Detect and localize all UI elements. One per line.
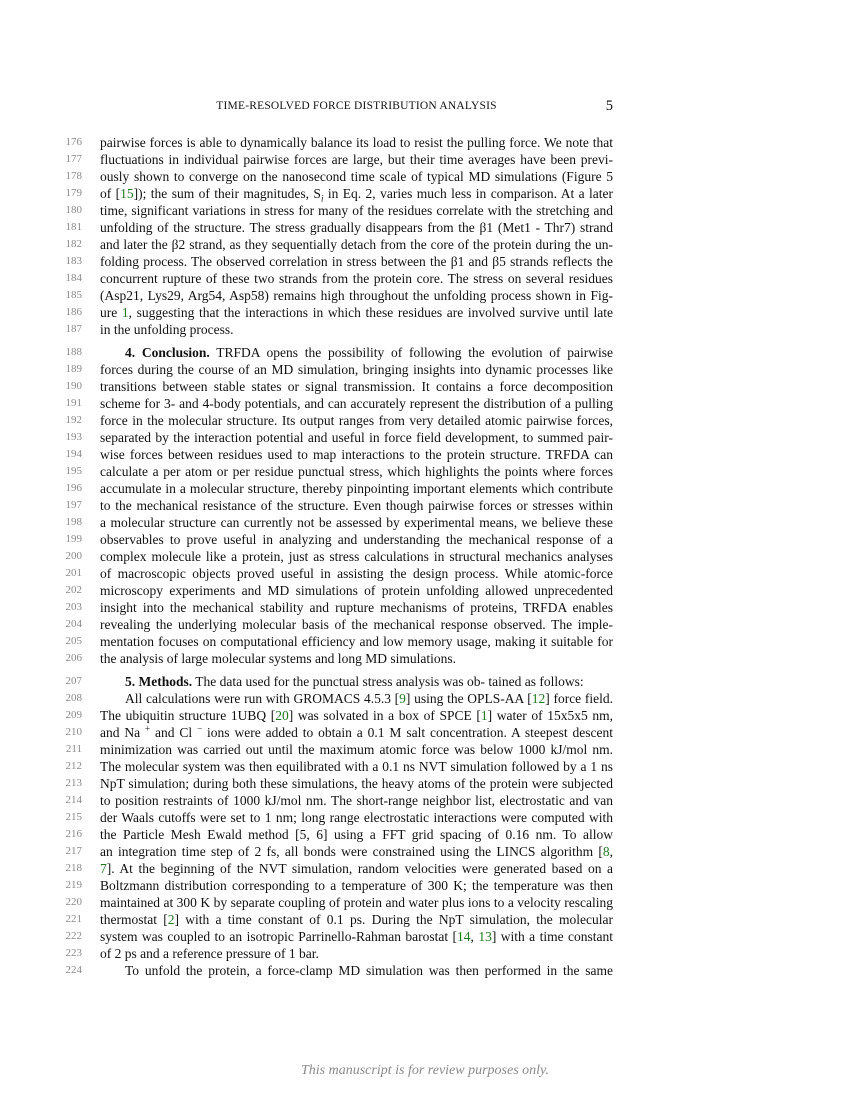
text-segment: separated by the interaction potential and useful in force field development, to summed pair-: [100, 430, 613, 445]
text-line: [0, 633, 850, 650]
line-number: 214: [65, 794, 82, 806]
text-segment: ]. At the beginning of the NVT simulation, random velocities were generated based on a: [106, 861, 613, 876]
line-text: [100, 463, 613, 480]
text-segment: time, significant variations in stress for many of the residues correlate with the stretching and: [100, 203, 613, 218]
text-line: [0, 480, 850, 497]
line-text: [100, 321, 613, 338]
text-segment: +: [145, 723, 151, 734]
text-line: [0, 582, 850, 599]
citation-link[interactable]: 12: [531, 691, 546, 706]
page-number: 5: [605, 98, 613, 114]
line-number: 219: [65, 879, 82, 891]
line-text: [100, 724, 613, 741]
line-text: [100, 962, 613, 979]
text-line: [0, 168, 850, 185]
line-text: [100, 395, 613, 412]
text-segment: in the unfolding process.: [100, 322, 234, 337]
line-number: 177: [65, 153, 82, 165]
text-segment: ously shown to converge on the nanosecond time scale of typical MD simulations (Figure 5: [100, 169, 613, 184]
line-number: 212: [65, 760, 82, 772]
line-text: [100, 168, 613, 185]
text-segment: to position restraints of 1000 kJ/mol nm. The short-range neighbor list, electrostatic and van: [100, 793, 613, 808]
line-number: 216: [65, 828, 82, 840]
text-segment: ure: [100, 305, 122, 320]
line-text: [100, 446, 613, 463]
line-number: 223: [65, 947, 82, 959]
line-text: [100, 860, 613, 877]
text-segment: ] with a time constant of 0.1 ps. During the NpT simulation, the molecular: [174, 912, 613, 927]
line-text: [100, 633, 613, 650]
citation-link[interactable]: 14: [457, 929, 471, 944]
line-text: [100, 673, 613, 690]
line-number: 213: [65, 777, 82, 789]
text-segment: ,: [470, 929, 479, 944]
citation-link[interactable]: 20: [275, 708, 289, 723]
text-line: [0, 253, 850, 270]
line-number: 203: [65, 601, 82, 613]
line-text: [100, 219, 613, 236]
line-text: [100, 253, 613, 270]
text-segment: ions were added to obtain a 0.1 M salt concentration. A steepest descent: [202, 725, 614, 740]
text-segment: of macroscopic objects proved useful in assisting the design process. While atomic-force: [100, 566, 613, 581]
line-number: 180: [65, 204, 82, 216]
line-text: [100, 792, 613, 809]
text-line: [0, 151, 850, 168]
text-segment: an integration time step of 2 fs, all bonds were constrained using the LINCS algorithm [: [100, 844, 603, 859]
line-number: 176: [65, 136, 82, 148]
line-text: [100, 843, 613, 860]
text-segment: TRFDA opens the possibility of following the evolution of pairwise: [209, 345, 613, 360]
text-line: [0, 928, 850, 945]
text-segment: All calculations were run with GROMACS 4.5.3 [: [125, 691, 400, 706]
line-number: 201: [65, 567, 82, 579]
text-segment: and Na: [100, 725, 146, 740]
text-line: [0, 429, 850, 446]
line-number: 204: [65, 618, 82, 630]
line-number: 186: [65, 306, 82, 318]
text-line: [0, 792, 850, 809]
text-segment: the analysis of large molecular systems and long MD simulations.: [100, 651, 456, 666]
line-text: [100, 361, 613, 378]
text-segment: i: [320, 193, 324, 204]
line-text: [100, 378, 613, 395]
text-line: [0, 236, 850, 253]
line-text: [100, 599, 613, 616]
text-segment: To unfold the protein, a force-clamp MD simulation was then performed in the same: [125, 963, 613, 978]
text-segment: maintained at 300 K by separate coupling of protein and water plus ions to a velocity rescaling: [100, 895, 613, 910]
section-heading: 5. Methods.: [125, 674, 193, 689]
line-number: 193: [65, 431, 82, 443]
line-number: 192: [65, 414, 82, 426]
line-text: [100, 548, 613, 565]
text-segment: forces during the course of an MD simulation, bringing insights into dynamic processes like: [100, 362, 613, 377]
text-segment: a molecular structure can currently not be assessed by experimental means, we believe these: [100, 515, 613, 530]
line-text: [100, 894, 613, 911]
line-text: [100, 826, 613, 843]
text-line: [0, 270, 850, 287]
line-number: 178: [65, 170, 82, 182]
text-line: [0, 741, 850, 758]
text-segment: ] with a time constant: [491, 929, 613, 944]
text-segment: and later the β2 strand, as they sequentially detach from the core of the protein during the un-: [100, 237, 613, 252]
line-number: 198: [65, 516, 82, 528]
text-line: [0, 446, 850, 463]
text-segment: folding process. The observed correlation in stress between the β1 and β5 strands reflects the: [100, 254, 613, 269]
line-number: 195: [65, 465, 82, 477]
text-segment: calculate a per atom or per residue punctual stress, which highlights the points where forces: [100, 464, 613, 479]
line-number: 207: [65, 675, 82, 687]
line-number: 197: [65, 499, 82, 511]
citation-link[interactable]: 7: [100, 861, 107, 876]
line-number: 209: [65, 709, 82, 721]
text-line: [0, 860, 850, 877]
line-text: [100, 412, 613, 429]
line-text: [100, 650, 613, 667]
line-text: [100, 304, 613, 321]
line-text: [100, 928, 613, 945]
line-number: 206: [65, 652, 82, 664]
text-segment: (Asp21, Lys29, Arg54, Asp58) remains high throughout the unfolding process shown in Fig-: [100, 288, 613, 303]
line-number: 190: [65, 380, 82, 392]
text-segment: microscopy experiments and MD simulations of protein unfolding allowed unprecedented: [100, 583, 613, 598]
line-number: 221: [65, 913, 82, 925]
text-segment: minimization was carried out until the maximum atomic force was below 1000 kJ/mol nm.: [100, 742, 613, 757]
line-text: [100, 945, 613, 962]
running-title: TIME-RESOLVED FORCE DISTRIBUTION ANALYSIS: [216, 100, 497, 112]
text-segment: insight into the mechanical stability and rupture mechanisms of proteins, TRFDA enables: [100, 600, 613, 615]
text-segment: ,: [609, 844, 613, 859]
text-line: [0, 758, 850, 775]
line-number: 187: [65, 323, 82, 335]
text-segment: ] water of 15x5x5 nm,: [487, 708, 613, 723]
line-number: 184: [65, 272, 82, 284]
line-number: 183: [65, 255, 82, 267]
citation-link[interactable]: 1: [480, 708, 488, 723]
text-line: [0, 548, 850, 565]
text-segment: scheme for 3- and 4-body potentials, and can accurately represent the distribution of a pulling: [100, 396, 613, 411]
line-text: [100, 429, 613, 446]
text-line: [0, 673, 850, 690]
line-text: [100, 690, 613, 707]
text-line: [0, 650, 850, 667]
text-line: [0, 843, 850, 860]
line-text: [100, 514, 613, 531]
line-number: 199: [65, 533, 82, 545]
text-segment: and Cl: [150, 725, 198, 740]
text-segment: ] was solvated in a box of SPCE [: [288, 708, 481, 723]
text-segment: the Particle Mesh Ewald method [5, 6] using a FFT grid spacing of 0.16 nm. To allow: [100, 827, 613, 842]
text-line: [0, 202, 850, 219]
line-text: [100, 134, 613, 151]
text-line: [0, 877, 850, 894]
citation-link[interactable]: 8: [602, 844, 610, 859]
line-number: 218: [65, 862, 82, 874]
line-text: [100, 497, 613, 514]
line-number: 181: [65, 221, 82, 233]
citation-link[interactable]: 13: [478, 929, 492, 944]
text-line: [0, 945, 850, 962]
text-segment: ] using the OPLS-AA [: [405, 691, 532, 706]
text-segment: of 2 ps and a reference pressure of 1 bar.: [100, 946, 319, 961]
line-number: 189: [65, 363, 82, 375]
line-number: 188: [65, 346, 82, 358]
line-text: [100, 344, 613, 361]
line-text: [100, 202, 613, 219]
text-line: [0, 395, 850, 412]
line-text: [100, 741, 613, 758]
line-number: 179: [65, 187, 82, 199]
line-text: [100, 775, 613, 792]
text-line: [0, 304, 850, 321]
text-line: [0, 724, 850, 741]
text-segment: The ubiquitin structure 1UBQ [: [100, 708, 276, 723]
text-segment: pairwise forces is able to dynamically balance its load to resist the pulling force. We note that: [100, 135, 613, 150]
text-segment: complex molecule like a protein, just as stress calculations in structural mechanics analyses: [100, 549, 613, 564]
text-segment: accumulate in a molecular structure, thereby pinpointing important elements which contribute: [100, 481, 613, 496]
text-line: [0, 599, 850, 616]
text-line: [0, 826, 850, 843]
text-segment: unfolding of the structure. The stress gradually disappears from the β1 (Met1 - Thr7) strand: [100, 220, 613, 235]
text-line: [0, 707, 850, 724]
text-segment: der Waals cutoffs were set to 1 nm; long range electrostatic interactions were computed with: [100, 810, 613, 825]
text-line: [0, 531, 850, 548]
text-segment: −: [197, 723, 203, 734]
text-line: [0, 565, 850, 582]
line-text: [100, 758, 613, 775]
text-line: [0, 321, 850, 338]
manuscript-body: [0, 134, 850, 979]
citation-link[interactable]: 9: [399, 691, 406, 706]
text-segment: system was coupled to an isotropic Parrinello-Rahman barostat [: [100, 929, 458, 944]
text-segment: ] force field.: [545, 691, 613, 706]
text-line: [0, 412, 850, 429]
text-segment: concurrent rupture of these two strands from the protein core. The stress on several residues: [100, 271, 613, 286]
citation-link[interactable]: 15: [120, 186, 134, 201]
line-text: [100, 287, 613, 304]
text-line: [0, 361, 850, 378]
text-line: [0, 962, 850, 979]
line-number: 211: [65, 743, 82, 755]
text-segment: The data used for the punctual stress analysis was ob- tained as follows:: [192, 674, 584, 689]
text-line: [0, 344, 850, 361]
line-text: [100, 236, 613, 253]
text-segment: force in the molecular structure. Its output ranges from very detailed atomic pairwise forces,: [100, 413, 613, 428]
line-text: [100, 151, 613, 168]
line-number: 182: [65, 238, 82, 250]
line-number: 217: [65, 845, 82, 857]
line-text: [100, 480, 613, 497]
text-segment: revealing the underlying molecular basis of the mechanical response observed. The imple-: [100, 617, 613, 632]
line-text: [100, 582, 613, 599]
text-segment: ]); the sum of their magnitudes, S: [133, 186, 321, 201]
line-number: 222: [65, 930, 82, 942]
line-number: 196: [65, 482, 82, 494]
citation-link[interactable]: 1: [121, 305, 129, 320]
line-number: 191: [65, 397, 82, 409]
text-line: [0, 287, 850, 304]
text-line: [0, 497, 850, 514]
citation-link[interactable]: 2: [167, 912, 175, 927]
text-line: [0, 911, 850, 928]
line-text: [100, 911, 613, 928]
text-segment: observables to prove useful in analyzing and understanding the mechanical response of a: [100, 532, 613, 547]
text-line: [0, 134, 850, 151]
text-segment: , suggesting that the interactions in which these residues are involved survive until late: [128, 305, 613, 320]
text-line: [0, 514, 850, 531]
line-text: [100, 531, 613, 548]
text-line: [0, 690, 850, 707]
text-segment: thermostat [: [100, 912, 168, 927]
text-line: [0, 809, 850, 826]
section-heading: 4. Conclusion.: [125, 345, 210, 360]
line-number: 202: [65, 584, 82, 596]
line-text: [100, 809, 613, 826]
line-number: 194: [65, 448, 82, 460]
line-text: [100, 616, 613, 633]
line-number: 208: [65, 692, 82, 704]
line-text: [100, 877, 613, 894]
text-line: [0, 894, 850, 911]
text-line: [0, 219, 850, 236]
text-segment: Boltzmann distribution corresponding to a temperature of 300 K; the temperature was then: [100, 878, 613, 893]
line-number: 215: [65, 811, 82, 823]
text-line: [0, 463, 850, 480]
line-number: 220: [65, 896, 82, 908]
line-number: 210: [65, 726, 82, 738]
text-line: [0, 185, 850, 202]
text-line: [0, 616, 850, 633]
text-segment: The molecular system was then equilibrated with a 0.1 ns NVT simulation followed by a 1 ns: [100, 759, 613, 774]
text-segment: NpT simulation; during both these simulations, the heavy atoms of the protein were subjected: [100, 776, 613, 791]
line-number: 224: [65, 964, 82, 976]
text-segment: of [: [100, 186, 121, 201]
text-line: [0, 378, 850, 395]
text-segment: wise forces between residues used to map interactions to the protein structure. TRFDA can: [100, 447, 613, 462]
line-text: [100, 565, 613, 582]
line-number: 185: [65, 289, 82, 301]
line-number: 205: [65, 635, 82, 647]
line-text: [100, 707, 613, 724]
line-text: [100, 270, 613, 287]
text-segment: to the mechanical resistance of the structure. Even though pairwise forces or stresses within: [100, 498, 613, 513]
text-segment: fluctuations in individual pairwise forces are large, but their time averages have been previ-: [100, 152, 613, 167]
line-number: 200: [65, 550, 82, 562]
text-line: [0, 775, 850, 792]
text-segment: mentation focuses on computational efficiency and low memory usage, making it suitable for: [100, 634, 613, 649]
text-segment: transitions between stable states or signal transmission. It contains a force decomposition: [100, 379, 613, 394]
review-footer-note: This manuscript is for review purposes only.: [301, 1063, 549, 1078]
text-segment: in Eq. 2, varies much less in comparison. At a later: [323, 186, 613, 201]
